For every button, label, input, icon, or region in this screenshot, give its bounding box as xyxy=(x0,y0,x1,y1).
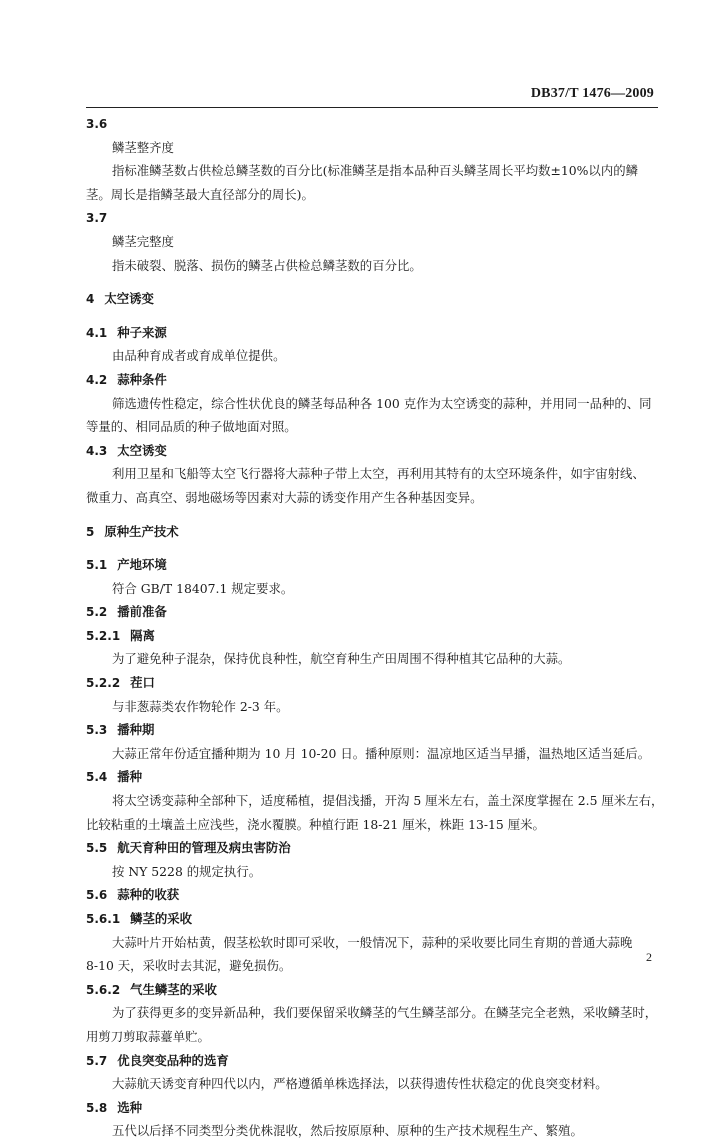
paragraph-line: 大蒜正常年份适宜播种期为 10 月 10-20 日。播种原则：温凉地区适当早播，温热地区适当延后。 xyxy=(112,745,651,761)
clause-title: 茬口 xyxy=(130,675,155,691)
paragraph-line: 为了避免种子混杂，保持优良种性，航空育种生产田周围不得种植其它品种的大蒜。 xyxy=(112,651,571,667)
clause-number: 5.2.2 xyxy=(86,676,121,691)
clause-3-7-heading xyxy=(86,206,660,230)
header-rule xyxy=(86,107,658,108)
paragraph-line: 符合 GB/T 18407.1 规定要求。 xyxy=(112,580,294,596)
paragraph-line: 大蒜叶片开始枯黄，假茎松软时即可采收，一般情况下，蒜种的采收要比同生育期的普通大蒜晚 xyxy=(112,934,633,950)
paragraph-line: 由品种育成者或育成单位提供。 xyxy=(112,348,286,364)
clause-number: 5.2 xyxy=(86,605,108,620)
clause-number: 5.6.1 xyxy=(86,912,121,926)
clause-5-3-heading xyxy=(86,718,660,742)
clause-4-3-heading xyxy=(86,439,660,463)
section-number: 4 xyxy=(86,292,95,307)
clause-number: 3.6 xyxy=(86,117,108,131)
clause-number: 4.1 xyxy=(86,325,108,340)
clause-5-4-heading xyxy=(86,765,660,789)
paragraph-line: 按 NY 5228 的规定执行。 xyxy=(112,863,262,879)
clause-title: 蒜种条件 xyxy=(117,371,167,387)
clause-3-6-heading xyxy=(86,112,660,136)
clause-5-6-1-heading xyxy=(86,907,660,931)
clause-5-1-heading xyxy=(86,553,660,577)
clause-5-5-heading xyxy=(86,836,660,860)
paragraph-line: 与非葱蒜类农作物轮作 2-3 年。 xyxy=(112,698,289,714)
clause-number: 5.2.1 xyxy=(86,628,121,643)
clause-title: 气生鳞茎的采收 xyxy=(130,981,217,997)
clause-4-2-heading xyxy=(86,368,660,392)
term-title: 鳞茎完整度 xyxy=(112,233,174,249)
clause-number: 3.7 xyxy=(86,211,108,226)
clause-title: 蒜种的收获 xyxy=(117,887,180,903)
paragraph-line: 为了获得更多的变异新品种，我们要保留采收鳞茎的气生鳞茎部分。在鳞茎完全老熟，采收鳞茎时， xyxy=(112,1005,658,1021)
standard-code: DB37/T 1476—2009 xyxy=(530,86,654,101)
clause-number: 5.3 xyxy=(86,723,108,738)
paragraph-line: 微重力、高真空、弱地磁场等因素对大蒜的诱变作用产生各种基因变异。 xyxy=(86,489,483,505)
clause-title: 选种 xyxy=(117,1099,142,1115)
clause-5-2-1-heading xyxy=(86,624,660,648)
clause-number: 5.6.2 xyxy=(86,982,121,997)
paragraph-line: 大蒜航天诱变育种四代以内，严格遵循单株选择法，以获得遗传性状稳定的优良突变材料。 xyxy=(112,1076,608,1092)
page-number: 2 xyxy=(646,950,652,964)
clause-number: 5.4 xyxy=(86,770,108,785)
clause-number: 5.7 xyxy=(86,1053,108,1068)
clause-title: 播种 xyxy=(117,769,142,785)
clause-title: 优良突变品种的选育 xyxy=(117,1052,229,1068)
paragraph-line: 指标准鳞茎数占供检总鳞茎数的百分比(标准鳞茎是指本品种百头鳞茎周长平均数±10%以内的鳞 xyxy=(112,163,638,179)
paragraph-line: 茎。周长是指鳞茎最大直径部分的周长)。 xyxy=(86,186,314,202)
section-title: 原种生产技术 xyxy=(104,523,179,539)
clause-5-2-2-heading xyxy=(86,671,660,695)
clause-5-7-heading xyxy=(86,1049,660,1073)
clause-title: 播前准备 xyxy=(117,604,167,620)
paragraph-line: 将太空诱变蒜种全部种下，适度稀植，提倡浅播，开沟 5 厘米左右，盖土深度掌握在 2.5 厘米左右， xyxy=(112,793,664,809)
paragraph-line: 比较粘重的土壤盖土应浅些，浇水覆膜。种植行距 18-21 厘米，株距 13-15 厘米。 xyxy=(86,816,545,832)
clause-title: 隔离 xyxy=(130,627,155,643)
clause-title: 太空诱变 xyxy=(117,442,167,458)
paragraph-line: 等量的、相同品质的种子做地面对照。 xyxy=(86,419,297,435)
clause-number: 4.3 xyxy=(86,443,108,458)
clause-number: 5.6 xyxy=(86,888,108,903)
document-body xyxy=(86,112,664,1143)
clause-5-8-heading xyxy=(86,1096,660,1120)
paragraph-line: 筛选遗传性稳定，综合性状优良的鳞茎每品种各 100 克作为太空诱变的蒜种，并用同一品种的、同 xyxy=(112,395,652,411)
paragraph-line: 指未破裂、脱落、损伤的鳞茎占供检总鳞茎数的百分比。 xyxy=(112,257,422,273)
term-title: 鳞茎整齐度 xyxy=(112,139,174,155)
clause-5-6-2-heading xyxy=(86,978,660,1002)
clause-title: 播种期 xyxy=(117,722,155,738)
clause-title: 产地环境 xyxy=(117,557,167,573)
section-4-heading xyxy=(86,287,660,311)
clause-number: 5.5 xyxy=(86,841,108,856)
clause-title: 鳞茎的采收 xyxy=(130,911,193,926)
clause-title: 种子来源 xyxy=(117,324,167,340)
clause-5-2-heading xyxy=(86,600,660,624)
section-5-heading xyxy=(86,520,660,544)
clause-number: 5.8 xyxy=(86,1100,108,1115)
clause-5-6-heading xyxy=(86,883,660,907)
clause-title: 航天育种田的管理及病虫害防治 xyxy=(117,840,291,856)
clause-4-1-heading xyxy=(86,321,660,345)
paragraph-line: 五代以后择不同类型分类优株混收，然后按原原种、原种的生产技术规程生产、繁殖。 xyxy=(112,1123,583,1139)
section-number: 5 xyxy=(86,524,95,539)
paragraph-line: 用剪刀剪取蒜薹单贮。 xyxy=(86,1028,210,1044)
paragraph-line: 8-10 天，采收时去其泥，避免损伤。 xyxy=(86,958,292,974)
section-title: 太空诱变 xyxy=(104,291,154,307)
clause-number: 4.2 xyxy=(86,372,108,387)
clause-number: 5.1 xyxy=(86,558,108,573)
paragraph-line: 利用卫星和飞船等太空飞行器将大蒜种子带上太空，再利用其特有的太空环境条件，如宇宙射线、 xyxy=(112,466,645,482)
